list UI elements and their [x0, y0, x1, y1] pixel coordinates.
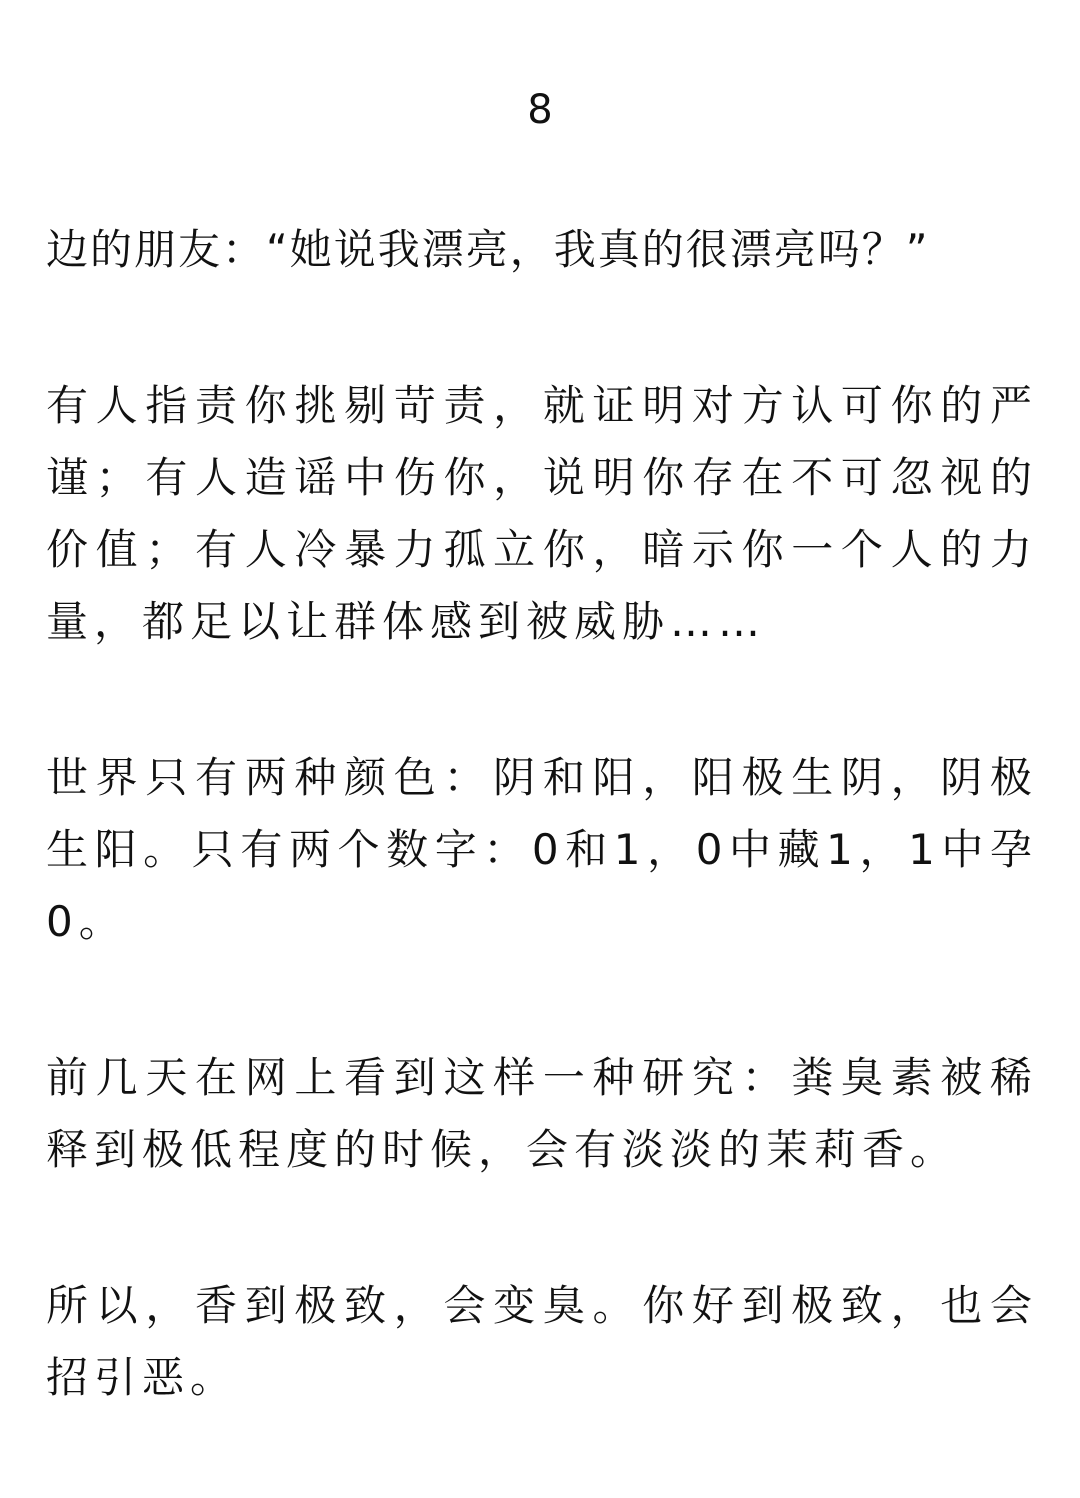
paragraph-3: 世界只有两种颜色：阴和阳，阳极生阴，阴极生阳。只有两个数字：0和1，0中藏1，1中孕0。 — [46, 753, 1038, 946]
article-body — [46, 214, 1038, 1498]
page-number: 8 — [527, 87, 553, 133]
paragraph-4: 前几天在网上看到这样一种研究：粪臭素被稀释到极低程度的时候，会有淡淡的茉莉香。 — [46, 1053, 1038, 1174]
paragraph-2: 有人指责你挑剔苛责，就证明对方认可你的严谨；有人造谣中伤你，说明你存在不可忽视的价值；有人冷暴力孤立你，暗示你一个人的力量，都足以让群体感到被威胁…… — [46, 381, 1038, 646]
paragraph-1: 边的朋友：“她说我漂亮，我真的很漂亮吗？” — [46, 225, 930, 274]
paragraph-5: 所以，香到极致，会变臭。你好到极致，也会招引恶。 — [46, 1281, 1038, 1402]
